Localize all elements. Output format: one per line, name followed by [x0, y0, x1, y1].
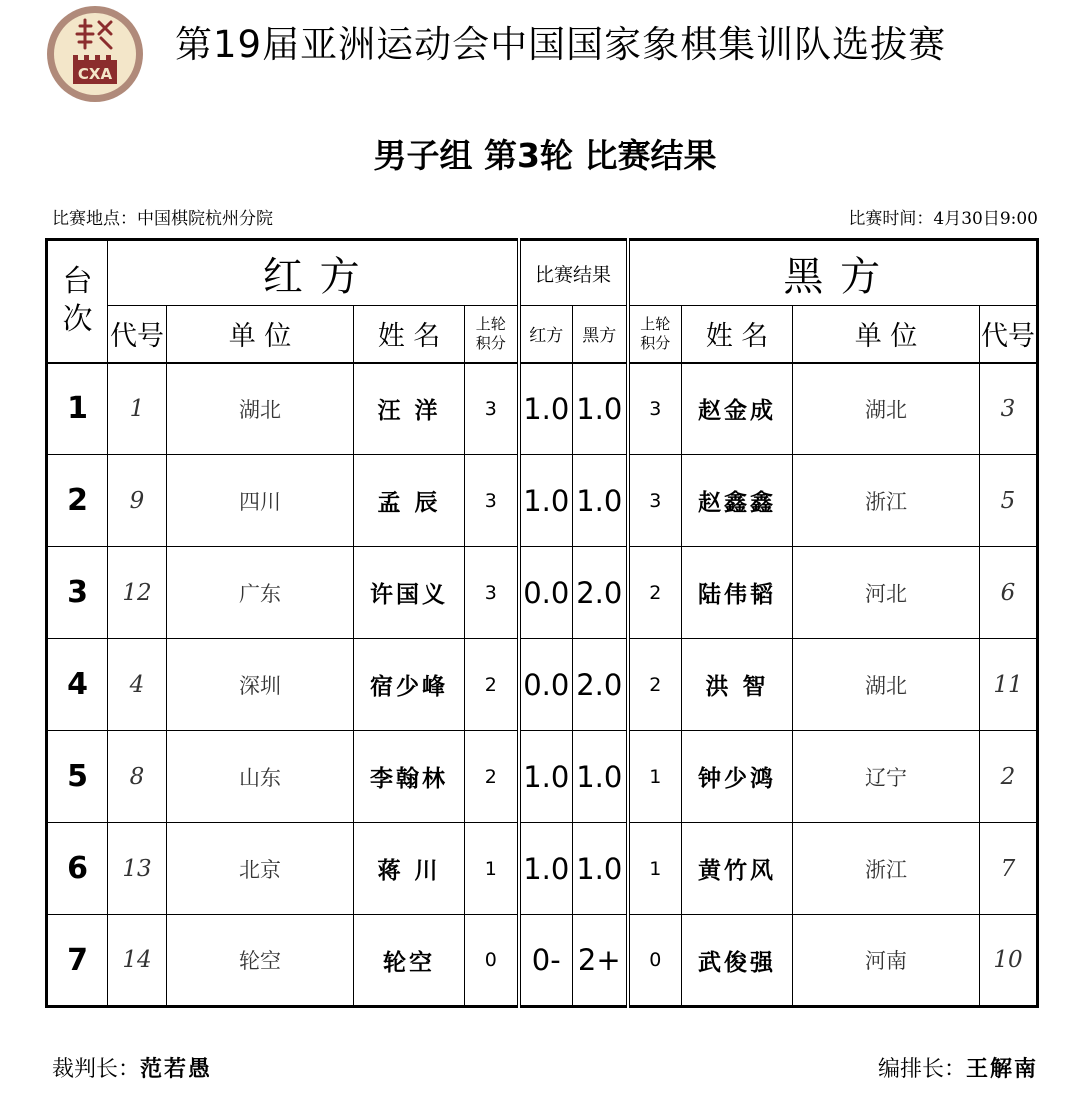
table-row — [47, 731, 1038, 823]
red-player-name: 李翰林 — [354, 731, 465, 823]
black-unit: 浙江 — [793, 823, 980, 915]
red-player-name: 许国义 — [354, 547, 465, 639]
black-player-name: 赵金成 — [682, 363, 793, 455]
red-unit: 轮空 — [167, 915, 354, 1007]
board-number: 3 — [47, 547, 108, 639]
red-prev-points: 3 — [465, 363, 519, 455]
red-player-name: 蒋 川 — [354, 823, 465, 915]
red-name-header: 姓 名 — [354, 306, 465, 363]
red-prev-points: 2 — [465, 639, 519, 731]
arbiter-label: 编排长： — [877, 1057, 966, 1082]
red-player-name: 轮空 — [354, 915, 465, 1007]
black-unit: 河北 — [793, 547, 980, 639]
red-unit: 深圳 — [167, 639, 354, 731]
red-side-header: 红 方 — [108, 240, 519, 306]
red-code: 12 — [108, 547, 167, 639]
black-prev-points: 1 — [628, 731, 682, 823]
red-player-name: 孟 辰 — [354, 455, 465, 547]
black-code: 11 — [980, 639, 1038, 731]
black-unit-header: 单 位 — [793, 306, 980, 363]
red-prev-points: 1 — [465, 823, 519, 915]
red-prev-points: 0 — [465, 915, 519, 1007]
black-player-name: 武俊强 — [682, 915, 793, 1007]
black-player-name: 赵鑫鑫 — [682, 455, 793, 547]
black-player-name: 钟少鸿 — [682, 731, 793, 823]
red-unit-header: 单 位 — [167, 306, 354, 363]
board-number: 5 — [47, 731, 108, 823]
black-code: 10 — [980, 915, 1038, 1007]
board-number: 2 — [47, 455, 108, 547]
red-score: 1.0 — [519, 731, 573, 823]
page-title: 第19届亚洲运动会中国国家象棋集训队选拔赛 — [175, 23, 947, 66]
black-code: 2 — [980, 731, 1038, 823]
black-score: 1.0 — [573, 731, 628, 823]
red-code-header: 代号 — [108, 306, 167, 363]
red-prev-points: 2 — [465, 731, 519, 823]
black-score: 2+ — [573, 915, 628, 1007]
board-number: 7 — [47, 915, 108, 1007]
red-unit: 山东 — [167, 731, 354, 823]
red-prev-points-header: 上轮积分 — [465, 306, 519, 363]
red-score: 0.0 — [519, 639, 573, 731]
table-row — [47, 915, 1038, 1007]
red-prev-points: 3 — [465, 547, 519, 639]
red-player-name: 宿少峰 — [354, 639, 465, 731]
black-score-header: 黑方 — [573, 306, 628, 363]
black-unit: 辽宁 — [793, 731, 980, 823]
result-header: 比赛结果 — [519, 240, 628, 306]
board-number: 1 — [47, 363, 108, 455]
red-unit: 湖北 — [167, 363, 354, 455]
red-prev-points: 3 — [465, 455, 519, 547]
board-number: 6 — [47, 823, 108, 915]
venue-info: 比赛地点：中国棋院杭州分院 — [52, 209, 273, 229]
red-code: 1 — [108, 363, 167, 455]
board-number: 4 — [47, 639, 108, 731]
black-score: 2.0 — [573, 639, 628, 731]
red-score: 1.0 — [519, 455, 573, 547]
black-code: 6 — [980, 547, 1038, 639]
black-prev-points: 0 — [628, 915, 682, 1007]
page-subtitle: 男子组 第3轮 比赛结果 — [373, 136, 717, 175]
black-unit: 湖北 — [793, 639, 980, 731]
red-score: 0- — [519, 915, 573, 1007]
table-row — [47, 547, 1038, 639]
black-player-name: 陆伟韬 — [682, 547, 793, 639]
black-prev-points: 1 — [628, 823, 682, 915]
black-code: 5 — [980, 455, 1038, 547]
table-row — [47, 823, 1038, 915]
red-code: 9 — [108, 455, 167, 547]
cxa-logo — [45, 4, 145, 104]
red-player-name: 汪 洋 — [354, 363, 465, 455]
black-code-header: 代号 — [980, 306, 1038, 363]
time-info: 比赛时间：4月30日9:00 — [848, 209, 1038, 229]
results-table — [45, 238, 1039, 1008]
black-name-header: 姓 名 — [682, 306, 793, 363]
black-prev-points: 2 — [628, 547, 682, 639]
red-score: 0.0 — [519, 547, 573, 639]
red-code: 14 — [108, 915, 167, 1007]
svg-text:CXA: CXA — [77, 65, 113, 83]
black-prev-points: 3 — [628, 363, 682, 455]
black-score: 1.0 — [573, 823, 628, 915]
black-code: 7 — [980, 823, 1038, 915]
chief-referee-name: 范若愚 — [140, 1056, 213, 1082]
red-code: 8 — [108, 731, 167, 823]
arbiter-name: 王解南 — [965, 1056, 1038, 1082]
table-row — [47, 455, 1038, 547]
black-code: 3 — [980, 363, 1038, 455]
black-score: 1.0 — [573, 363, 628, 455]
red-code: 4 — [108, 639, 167, 731]
arbiter — [878, 1052, 1038, 1083]
chief-referee-label: 裁判长： — [52, 1057, 141, 1082]
red-score: 1.0 — [519, 363, 573, 455]
red-score-header: 红方 — [519, 306, 573, 363]
black-unit: 浙江 — [793, 455, 980, 547]
black-side-header: 黑 方 — [628, 240, 1038, 306]
black-player-name: 洪 智 — [682, 639, 793, 731]
black-unit: 湖北 — [793, 363, 980, 455]
board-header: 台次 — [47, 240, 108, 363]
black-prev-points: 2 — [628, 639, 682, 731]
table-row — [47, 639, 1038, 731]
red-unit: 北京 — [167, 823, 354, 915]
red-unit: 四川 — [167, 455, 354, 547]
red-score: 1.0 — [519, 823, 573, 915]
red-code: 13 — [108, 823, 167, 915]
chief-referee — [52, 1052, 212, 1083]
black-player-name: 黄竹风 — [682, 823, 793, 915]
black-score: 1.0 — [573, 455, 628, 547]
red-unit: 广东 — [167, 547, 354, 639]
table-row — [47, 363, 1038, 455]
black-prev-points: 3 — [628, 455, 682, 547]
black-unit: 河南 — [793, 915, 980, 1007]
black-prev-points-header: 上轮积分 — [628, 306, 682, 363]
black-score: 2.0 — [573, 547, 628, 639]
